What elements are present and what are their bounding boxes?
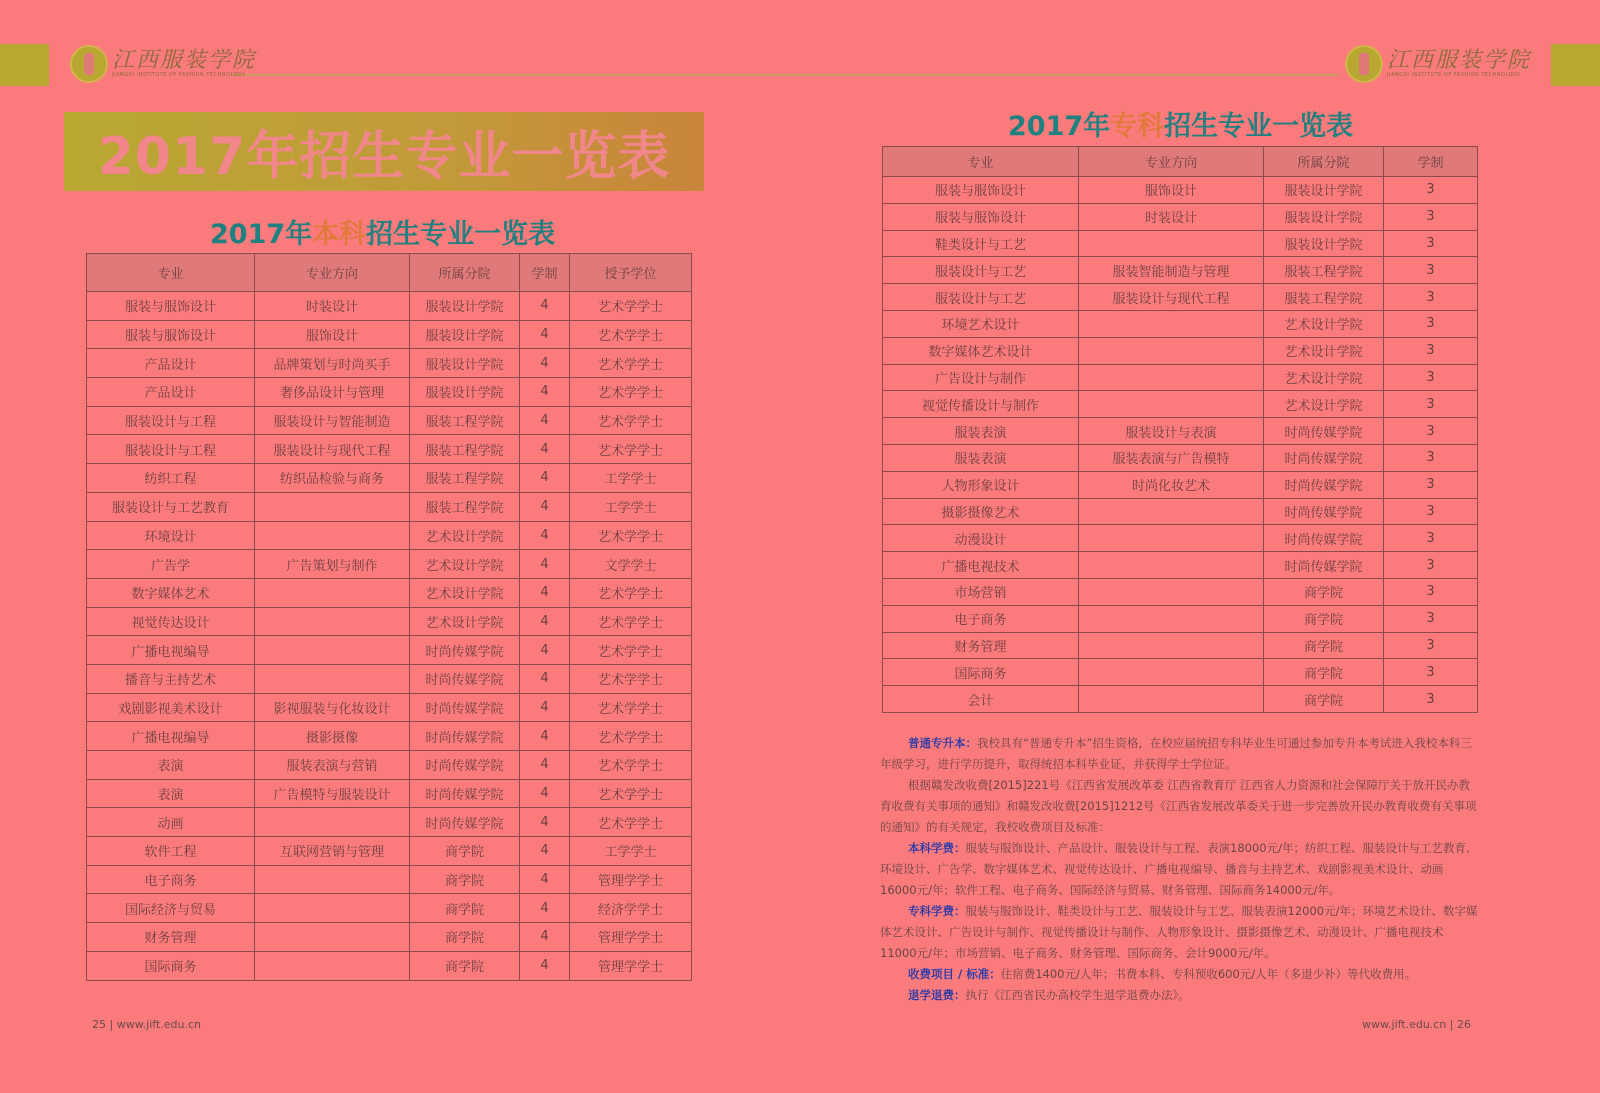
undergrad-title-prefix: 2017年	[210, 219, 313, 250]
table-cell: 艺术学学士	[570, 406, 692, 435]
table-cell: 4	[520, 492, 570, 521]
table-cell: 国际商务	[87, 951, 255, 980]
col-direction: 专业方向	[255, 254, 410, 292]
table-cell: 艺术学学士	[570, 808, 692, 837]
table-cell: 艺术学学士	[570, 751, 692, 780]
college-emblem-icon	[1345, 45, 1383, 83]
table-cell: 服装与服饰设计	[883, 203, 1079, 230]
table-row	[883, 552, 1478, 579]
table-cell: 4	[520, 751, 570, 780]
table-cell: 软件工程	[87, 837, 255, 866]
table-row	[883, 310, 1478, 337]
table-cell: 商学院	[1264, 605, 1384, 632]
table-cell: 广告设计与制作	[883, 364, 1079, 391]
table-cell: 服装智能制造与管理	[1079, 257, 1264, 284]
table-cell	[1079, 498, 1264, 525]
table-cell: 广播电视编导	[87, 722, 255, 751]
table-cell: 4	[520, 693, 570, 722]
table-cell: 3	[1384, 632, 1478, 659]
table-cell: 电子商务	[87, 865, 255, 894]
table-cell: 广告策划与制作	[255, 550, 410, 579]
table-cell: 4	[520, 521, 570, 550]
table-cell: 艺术学学士	[570, 435, 692, 464]
undergrad-header-row	[87, 254, 692, 292]
footer-left: 25 | www.jift.edu.cn	[92, 1018, 202, 1031]
table-cell	[255, 636, 410, 665]
table-cell: 电子商务	[883, 605, 1079, 632]
table-cell: 数字媒体艺术设计	[883, 337, 1079, 364]
table-cell: 管理学学士	[570, 923, 692, 952]
table-cell: 4	[520, 837, 570, 866]
table-cell: 4	[520, 923, 570, 952]
table-cell: 3	[1384, 177, 1478, 204]
table-cell: 时尚传媒学院	[410, 722, 520, 751]
table-row	[883, 498, 1478, 525]
table-cell: 4	[520, 349, 570, 378]
header-accent-left	[0, 44, 49, 86]
table-cell: 摄影摄像	[255, 722, 410, 751]
table-cell: 表演	[87, 779, 255, 808]
table-cell: 商学院	[410, 951, 520, 980]
table-row	[883, 284, 1478, 311]
table-cell: 3	[1384, 257, 1478, 284]
table-cell: 时装设计	[255, 292, 410, 321]
table-cell: 服装设计学院	[410, 378, 520, 407]
table-cell: 3	[1384, 498, 1478, 525]
table-row	[87, 808, 692, 837]
table-cell	[1079, 659, 1264, 686]
table-row	[883, 177, 1478, 204]
table-cell	[1079, 391, 1264, 418]
table-cell: 4	[520, 578, 570, 607]
table-cell	[1079, 578, 1264, 605]
table-row	[87, 378, 692, 407]
college-header-row	[883, 147, 1478, 177]
note-text: 根据赣发改收费[2015]221号《江西省发展改革委 江西省教育厅 江西省人力资源和社会保障厅关于放开民办教育收费有关事项的通知》和赣发改收费[2015]1212号《江西省发展改革委关于进一步完善放开民办教育收费有关事项的通知》的有关规定，我校收费项目及标准：	[880, 778, 1477, 834]
table-cell: 艺术学学士	[570, 521, 692, 550]
table-cell: 服装设计与表演	[1079, 418, 1264, 445]
table-cell: 3	[1384, 686, 1478, 713]
table-cell: 时尚传媒学院	[1264, 444, 1384, 471]
table-cell: 服装设计与工艺	[883, 257, 1079, 284]
table-cell: 服装表演	[883, 444, 1079, 471]
logo-text: 江西服装学院	[1387, 48, 1532, 73]
table-cell: 3	[1384, 578, 1478, 605]
college-table	[882, 146, 1478, 713]
table-cell: 视觉传播设计与制作	[883, 391, 1079, 418]
logo-right	[1345, 45, 1531, 83]
table-cell: 4	[520, 435, 570, 464]
table-cell: 3	[1384, 659, 1478, 686]
table-cell: 视觉传达设计	[87, 607, 255, 636]
table-row	[883, 525, 1478, 552]
table-cell: 管理学学士	[570, 865, 692, 894]
table-cell: 服装表演与营销	[255, 751, 410, 780]
table-cell: 国际商务	[883, 659, 1079, 686]
table-cell: 商学院	[410, 865, 520, 894]
table-cell: 服装设计学院	[1264, 230, 1384, 257]
table-cell: 艺术设计学院	[410, 578, 520, 607]
table-cell: 经济学学士	[570, 894, 692, 923]
table-row	[883, 444, 1478, 471]
table-cell: 互联网营销与管理	[255, 837, 410, 866]
table-cell: 4	[520, 808, 570, 837]
table-cell: 服装工程学院	[1264, 284, 1384, 311]
col-direction: 专业方向	[1079, 147, 1264, 177]
table-cell: 动画	[87, 808, 255, 837]
table-row	[883, 632, 1478, 659]
table-cell: 环境艺术设计	[883, 310, 1079, 337]
table-cell: 产品设计	[87, 378, 255, 407]
note-paragraph	[880, 775, 1480, 838]
table-cell	[1079, 337, 1264, 364]
table-cell	[255, 664, 410, 693]
table-cell: 纺织品检验与商务	[255, 464, 410, 493]
table-cell: 服装工程学院	[410, 492, 520, 521]
table-cell: 3	[1384, 364, 1478, 391]
undergrad-title-suffix: 招生专业一览表	[366, 219, 556, 250]
table-cell: 3	[1384, 605, 1478, 632]
table-cell: 艺术学学士	[570, 349, 692, 378]
note-paragraph	[880, 838, 1480, 901]
table-row	[883, 337, 1478, 364]
table-cell: 时装设计	[1079, 203, 1264, 230]
table-cell: 4	[520, 464, 570, 493]
table-cell: 时尚传媒学院	[410, 664, 520, 693]
table-cell: 艺术学学士	[570, 578, 692, 607]
table-cell: 服装设计与现代工程	[255, 435, 410, 464]
table-cell	[255, 607, 410, 636]
table-cell: 财务管理	[87, 923, 255, 952]
table-cell: 商学院	[410, 894, 520, 923]
table-cell: 服装设计学院	[410, 292, 520, 321]
table-cell: 奢侈品设计与管理	[255, 378, 410, 407]
table-cell: 国际经济与贸易	[87, 894, 255, 923]
table-row	[87, 521, 692, 550]
table-cell: 艺术设计学院	[1264, 337, 1384, 364]
table-cell: 4	[520, 378, 570, 407]
table-cell	[1079, 552, 1264, 579]
table-row	[87, 722, 692, 751]
table-cell: 时尚传媒学院	[1264, 498, 1384, 525]
table-cell: 艺术设计学院	[410, 607, 520, 636]
table-row	[87, 779, 692, 808]
table-cell: 服装设计学院	[1264, 203, 1384, 230]
table-cell: 3	[1384, 230, 1478, 257]
table-row	[87, 865, 692, 894]
table-cell: 商学院	[1264, 659, 1384, 686]
table-cell: 服装设计学院	[410, 349, 520, 378]
note-text: 服装与服饰设计、产品设计、服装设计与工程、表演18000元/年；纺织工程、服装设计与工艺教育、环境设计、广告学、数字媒体艺术、视觉传达设计、广播电视编导、播音与主持艺术、戏剧影视美术设计、动画16000元/年；软件工程、电子商务、国际经济与贸易、财务管理、国际商务14000元/年。	[880, 841, 1478, 897]
table-row	[883, 364, 1478, 391]
col-school: 所属分院	[410, 254, 520, 292]
table-row	[883, 686, 1478, 713]
table-cell: 服装设计学院	[410, 320, 520, 349]
table-cell	[255, 578, 410, 607]
table-cell: 时尚传媒学院	[1264, 525, 1384, 552]
logo-subtext: JIANGXI INSTITUTE OF FASHION TECHNOLOGY	[1387, 72, 1521, 78]
table-cell: 艺术设计学院	[410, 550, 520, 579]
table-cell: 广播电视编导	[87, 636, 255, 665]
table-row	[87, 751, 692, 780]
col-major: 专业	[87, 254, 255, 292]
table-cell	[255, 951, 410, 980]
table-cell	[1079, 632, 1264, 659]
table-cell: 艺术学学士	[570, 378, 692, 407]
note-paragraph	[880, 985, 1480, 1006]
table-row	[87, 349, 692, 378]
table-cell: 4	[520, 722, 570, 751]
table-cell: 艺术设计学院	[410, 521, 520, 550]
table-cell: 服装表演与广告模特	[1079, 444, 1264, 471]
table-cell: 服装表演	[883, 418, 1079, 445]
table-cell: 商学院	[1264, 578, 1384, 605]
note-label: 收费项目 / 标准：	[908, 967, 1001, 981]
table-cell: 数字媒体艺术	[87, 578, 255, 607]
table-row	[87, 435, 692, 464]
table-cell: 4	[520, 550, 570, 579]
table-cell: 表演	[87, 751, 255, 780]
note-text: 服装与服饰设计、鞋类设计与工艺、服装设计与工艺、服装表演12000元/年；环境艺术设计、数字媒体艺术设计、广告设计与制作、视觉传播设计与制作、人物形象设计、摄影摄像艺术、动漫设计、广播电视技术11000元/年；市场营销、电子商务、财务管理、国际商务、会计9000元/年。	[880, 904, 1478, 960]
table-cell: 品牌策划与时尚买手	[255, 349, 410, 378]
table-row	[883, 418, 1478, 445]
table-cell: 服装工程学院	[410, 464, 520, 493]
table-cell: 3	[1384, 203, 1478, 230]
table-cell: 服装与服饰设计	[87, 292, 255, 321]
table-cell: 服饰设计	[255, 320, 410, 349]
note-label: 专科学费：	[908, 904, 966, 918]
table-cell: 4	[520, 320, 570, 349]
fee-notes	[880, 733, 1480, 1006]
table-cell	[255, 492, 410, 521]
table-cell: 时尚传媒学院	[410, 693, 520, 722]
table-cell: 服装设计与智能制造	[255, 406, 410, 435]
table-row	[87, 607, 692, 636]
undergrad-table	[86, 253, 692, 981]
table-cell: 工学学士	[570, 837, 692, 866]
table-row	[87, 664, 692, 693]
header-rule	[232, 74, 1338, 76]
table-cell: 4	[520, 894, 570, 923]
table-cell	[255, 894, 410, 923]
table-row	[883, 391, 1478, 418]
table-cell	[1079, 310, 1264, 337]
note-label: 普通专升本：	[908, 736, 977, 750]
table-cell	[1079, 686, 1264, 713]
table-row	[87, 894, 692, 923]
table-cell	[1079, 230, 1264, 257]
table-cell: 艺术学学士	[570, 320, 692, 349]
table-cell: 财务管理	[883, 632, 1079, 659]
table-cell: 时尚传媒学院	[1264, 418, 1384, 445]
table-cell: 鞋类设计与工艺	[883, 230, 1079, 257]
logo-text: 江西服装学院	[112, 48, 257, 73]
table-cell: 服装设计与工程	[87, 435, 255, 464]
table-cell: 3	[1384, 310, 1478, 337]
table-cell	[1079, 525, 1264, 552]
table-cell: 4	[520, 865, 570, 894]
note-label: 本科学费：	[908, 841, 966, 855]
table-cell: 产品设计	[87, 349, 255, 378]
table-cell	[255, 923, 410, 952]
table-cell: 艺术设计学院	[1264, 364, 1384, 391]
table-row	[87, 951, 692, 980]
table-cell: 3	[1384, 525, 1478, 552]
table-cell: 艺术学学士	[570, 636, 692, 665]
table-cell: 商学院	[1264, 632, 1384, 659]
logo-left	[70, 45, 256, 83]
table-row	[87, 923, 692, 952]
table-cell: 服装设计与工程	[87, 406, 255, 435]
col-years: 学制	[520, 254, 570, 292]
table-row	[883, 605, 1478, 632]
table-cell: 服饰设计	[1079, 177, 1264, 204]
table-cell: 商学院	[410, 923, 520, 952]
table-cell: 广告模特与服装设计	[255, 779, 410, 808]
note-text: 我校具有“普通专升本”招生资格，在校应届统招专科毕业生可通过参加专升本考试进入我校本科三年级学习，进行学历提升，取得统招本科毕业证，并获得学士学位证。	[880, 736, 1472, 771]
table-cell: 管理学学士	[570, 951, 692, 980]
table-row	[87, 693, 692, 722]
table-row	[883, 578, 1478, 605]
table-row	[87, 550, 692, 579]
main-title: 2017年招生专业一览表	[64, 112, 704, 191]
table-cell: 艺术学学士	[570, 722, 692, 751]
table-cell: 时尚传媒学院	[410, 808, 520, 837]
note-label: 退学退费：	[908, 988, 966, 1002]
table-cell: 艺术学学士	[570, 779, 692, 808]
table-cell: 3	[1384, 337, 1478, 364]
table-cell: 商学院	[1264, 686, 1384, 713]
table-row	[87, 492, 692, 521]
table-cell: 人物形象设计	[883, 471, 1079, 498]
table-cell: 时尚传媒学院	[1264, 471, 1384, 498]
table-cell: 3	[1384, 444, 1478, 471]
table-row	[883, 659, 1478, 686]
college-title-prefix: 2017年	[1008, 111, 1111, 142]
table-cell: 影视服装与化妆设计	[255, 693, 410, 722]
table-cell: 3	[1384, 284, 1478, 311]
table-cell: 时尚传媒学院	[410, 636, 520, 665]
table-cell: 戏剧影视美术设计	[87, 693, 255, 722]
college-title-highlight: 专科	[1110, 111, 1165, 142]
table-cell: 市场营销	[883, 578, 1079, 605]
table-cell: 服装工程学院	[410, 406, 520, 435]
table-cell: 服装设计与现代工程	[1079, 284, 1264, 311]
table-cell: 服装工程学院	[1264, 257, 1384, 284]
table-cell: 艺术学学士	[570, 693, 692, 722]
note-text: 执行《江西省民办高校学生退学退费办法》。	[965, 988, 1190, 1002]
table-cell: 时尚化妆艺术	[1079, 471, 1264, 498]
table-cell: 播音与主持艺术	[87, 664, 255, 693]
col-school: 所属分院	[1264, 147, 1384, 177]
table-cell: 服装工程学院	[410, 435, 520, 464]
table-row	[87, 837, 692, 866]
table-cell: 工学学士	[570, 492, 692, 521]
table-cell: 4	[520, 406, 570, 435]
note-paragraph	[880, 964, 1480, 985]
table-cell: 环境设计	[87, 521, 255, 550]
footer-right: www.jift.edu.cn | 26	[1362, 1018, 1472, 1031]
table-cell: 时尚传媒学院	[410, 751, 520, 780]
table-cell: 工学学士	[570, 464, 692, 493]
table-cell: 3	[1384, 418, 1478, 445]
college-title-suffix: 招生专业一览表	[1164, 111, 1354, 142]
table-cell: 时尚传媒学院	[410, 779, 520, 808]
table-cell: 商学院	[410, 837, 520, 866]
table-cell: 服装与服饰设计	[87, 320, 255, 349]
table-row	[87, 464, 692, 493]
note-text: 住宿费1400元/人年；书费本科、专科预收600元/人年（多退少补）等代收费用。	[1000, 967, 1417, 981]
table-row	[883, 203, 1478, 230]
table-cell: 文学学士	[570, 550, 692, 579]
table-cell: 3	[1384, 391, 1478, 418]
table-cell: 4	[520, 951, 570, 980]
table-row	[87, 578, 692, 607]
table-cell: 服装设计学院	[1264, 177, 1384, 204]
note-paragraph	[880, 901, 1480, 964]
table-cell: 广播电视技术	[883, 552, 1079, 579]
table-cell: 动漫设计	[883, 525, 1079, 552]
table-row	[883, 230, 1478, 257]
table-cell: 艺术学学士	[570, 607, 692, 636]
table-cell: 4	[520, 607, 570, 636]
undergrad-title-highlight: 本科	[312, 219, 367, 250]
table-cell: 服装设计与工艺教育	[87, 492, 255, 521]
table-cell	[255, 521, 410, 550]
table-row	[87, 320, 692, 349]
col-major: 专业	[883, 147, 1079, 177]
note-paragraph	[880, 733, 1480, 775]
table-cell: 纺织工程	[87, 464, 255, 493]
table-cell: 3	[1384, 471, 1478, 498]
col-degree: 授予学位	[570, 254, 692, 292]
table-cell: 4	[520, 292, 570, 321]
logo-subtext: JIANGXI INSTITUTE OF FASHION TECHNOLOGY	[112, 72, 246, 78]
table-cell: 时尚传媒学院	[1264, 552, 1384, 579]
table-cell: 服装设计与工艺	[883, 284, 1079, 311]
table-cell: 艺术设计学院	[1264, 310, 1384, 337]
college-title	[1008, 104, 1353, 143]
table-cell: 艺术学学士	[570, 292, 692, 321]
table-cell: 4	[520, 636, 570, 665]
table-row	[87, 406, 692, 435]
table-cell	[255, 865, 410, 894]
table-row	[883, 471, 1478, 498]
table-cell: 艺术设计学院	[1264, 391, 1384, 418]
table-cell	[1079, 605, 1264, 632]
table-cell: 摄影摄像艺术	[883, 498, 1079, 525]
table-cell: 艺术学学士	[570, 664, 692, 693]
college-emblem-icon	[70, 45, 108, 83]
table-cell: 广告学	[87, 550, 255, 579]
table-cell: 会计	[883, 686, 1079, 713]
undergrad-title	[210, 212, 555, 251]
table-cell	[255, 808, 410, 837]
table-row	[87, 292, 692, 321]
table-row	[883, 257, 1478, 284]
table-cell: 服装与服饰设计	[883, 177, 1079, 204]
table-row	[87, 636, 692, 665]
table-cell: 3	[1384, 552, 1478, 579]
table-cell	[1079, 364, 1264, 391]
col-years: 学制	[1384, 147, 1478, 177]
header-accent-right	[1551, 44, 1600, 86]
table-cell: 4	[520, 779, 570, 808]
table-cell: 4	[520, 664, 570, 693]
